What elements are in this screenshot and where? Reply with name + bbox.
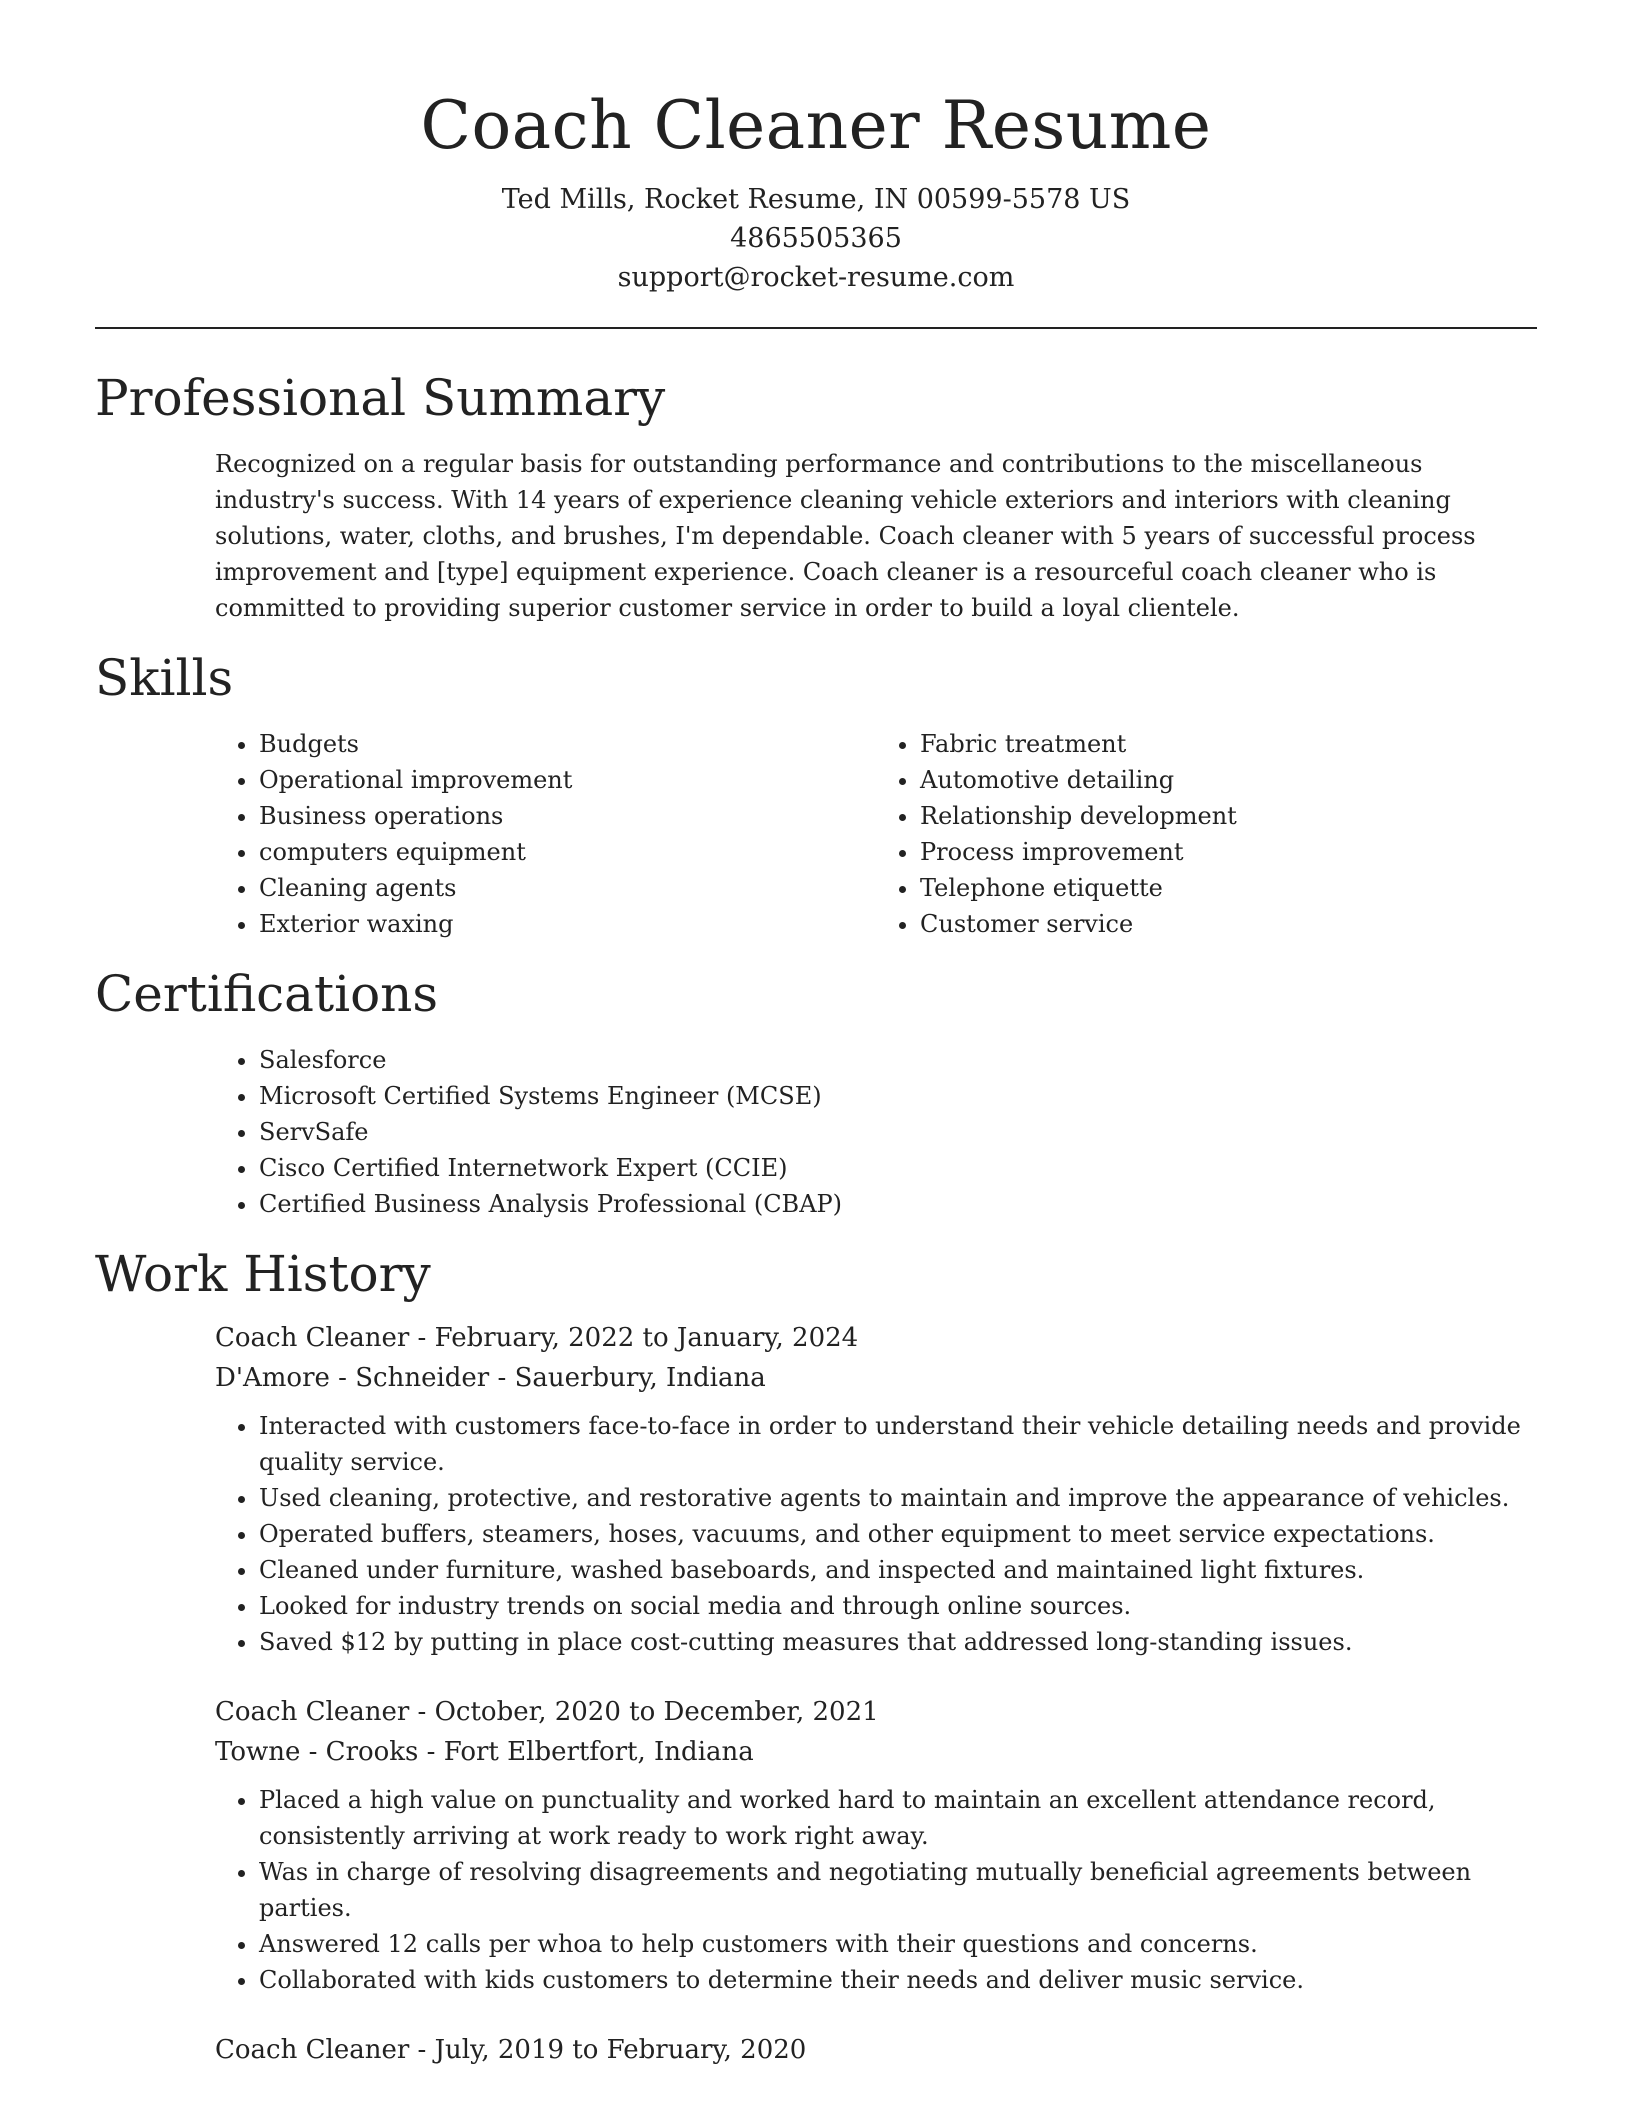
summary-heading: Professional Summary	[95, 369, 666, 427]
work-history-heading: Work History	[95, 1245, 431, 1303]
job-duty: • Used cleaning, protective, and restorative agents to maintain and improve the appearance of vehicles.	[259, 1480, 1537, 1516]
skills-heading: Skills	[95, 649, 234, 707]
skill-item: • Process improvement	[920, 834, 1537, 870]
job-duties-list	[215, 1782, 1537, 1998]
skills-column-right	[876, 726, 1537, 942]
contact-phone: 4865505365	[730, 223, 902, 254]
contact-address: Ted Mills, Rocket Resume, IN 00599-5578 US	[501, 184, 1131, 215]
skill-item: • Budgets	[259, 726, 876, 762]
job-title: Coach Cleaner	[215, 1323, 410, 1353]
certification-item: • Certified Business Analysis Professional (CBAP)	[259, 1186, 1537, 1222]
skills-column-left	[215, 726, 876, 942]
certifications-section	[215, 1042, 1537, 1222]
skill-item: • computers equipment	[259, 834, 876, 870]
contact-block	[95, 180, 1537, 297]
skill-item: • Telephone etiquette	[920, 870, 1537, 906]
summary-section	[215, 446, 1537, 626]
contact-email: support@rocket-resume.com	[617, 262, 1015, 293]
job-duty: • Placed a high value on punctuality and worked hard to maintain an excellent attendance record, consistently arriving at work ready to work right away.	[259, 1782, 1537, 1854]
job-company: D'Amore - Schneider	[215, 1363, 490, 1393]
header-divider	[95, 327, 1537, 329]
job-company-line: D'Amore - Schneider - Sauerbury, Indiana	[215, 1363, 766, 1393]
job-location: Fort Elbertfort, Indiana	[443, 1737, 754, 1767]
job-company: Towne - Crooks	[215, 1737, 419, 1767]
skills-list	[215, 726, 1537, 942]
job-entry	[215, 1318, 1537, 1660]
skill-item: • Automotive detailing	[920, 762, 1537, 798]
certification-item: • Salesforce	[259, 1042, 1537, 1078]
job-duty: • Was in charge of resolving disagreements and negotiating mutually beneficial agreements between parties.	[259, 1854, 1537, 1926]
job-company-line: Towne - Crooks - Fort Elbertfort, Indiana	[215, 1737, 754, 1767]
job-title: Coach Cleaner	[215, 2035, 410, 2065]
job-duties-list	[215, 1408, 1537, 1660]
job-duty: • Operated buffers, steamers, hoses, vacuums, and other equipment to meet service expectations.	[259, 1516, 1537, 1552]
job-location: Sauerbury, Indiana	[514, 1363, 766, 1393]
certification-item: • ServSafe	[259, 1114, 1537, 1150]
job-duty: • Saved $12 by putting in place cost-cutting measures that addressed long-standing issues.	[259, 1624, 1537, 1660]
skill-item: • Cleaning agents	[259, 870, 876, 906]
job-duty: • Cleaned under furniture, washed baseboards, and inspected and maintained light fixtures.	[259, 1552, 1537, 1588]
job-dates: February, 2022 to January, 2024	[434, 1323, 859, 1353]
job-entry	[215, 1692, 1537, 1998]
job-title-line: Coach Cleaner - February, 2022 to January, 2024	[215, 1323, 859, 1353]
job-title-line: Coach Cleaner - October, 2020 to December, 2021	[215, 1697, 879, 1727]
skill-item: • Relationship development	[920, 798, 1537, 834]
certifications-list	[215, 1042, 1537, 1222]
job-duty: • Collaborated with kids customers to determine their needs and deliver music service.	[259, 1962, 1537, 1998]
certification-item: • Microsoft Certified Systems Engineer (MCSE)	[259, 1078, 1537, 1114]
certification-item: • Cisco Certified Internetwork Expert (CCIE)	[259, 1150, 1537, 1186]
job-title: Coach Cleaner	[215, 1697, 410, 1727]
skill-item: • Customer service	[920, 906, 1537, 942]
job-duty: • Looked for industry trends on social media and through online sources.	[259, 1588, 1537, 1624]
certifications-heading: Certifications	[95, 965, 439, 1023]
job-dates: July, 2019 to February, 2020	[434, 2035, 807, 2065]
resume-title: Coach Cleaner Resume	[420, 87, 1212, 164]
skill-item: • Fabric treatment	[920, 726, 1537, 762]
skill-item: • Exterior waxing	[259, 906, 876, 942]
skill-item: • Operational improvement	[259, 762, 876, 798]
resume-page	[95, 0, 1537, 2070]
job-entry	[215, 2030, 1537, 2070]
job-duty: • Answered 12 calls per whoa to help customers with their questions and concerns.	[259, 1926, 1537, 1962]
summary-text: Recognized on a regular basis for outstanding performance and contributions to the miscellaneous industry's success. With 14 years of experience cleaning vehicle exteriors and interiors with cleaning solutions, water, cloths, and brushes, I'm dependable. Coach cleaner with 5 years of successful process improvement and [type] equipment experience. Coach cleaner is a resourceful coach cleaner who is committed to providing superior customer service in order to build a loyal clientele.	[215, 450, 1476, 622]
skill-item: • Business operations	[259, 798, 876, 834]
job-duty: • Interacted with customers face-to-face in order to understand their vehicle detailing needs and provide quality service.	[259, 1408, 1537, 1480]
job-title-line: Coach Cleaner - July, 2019 to February, 2020	[215, 2035, 807, 2065]
job-dates: October, 2020 to December, 2021	[434, 1697, 879, 1727]
